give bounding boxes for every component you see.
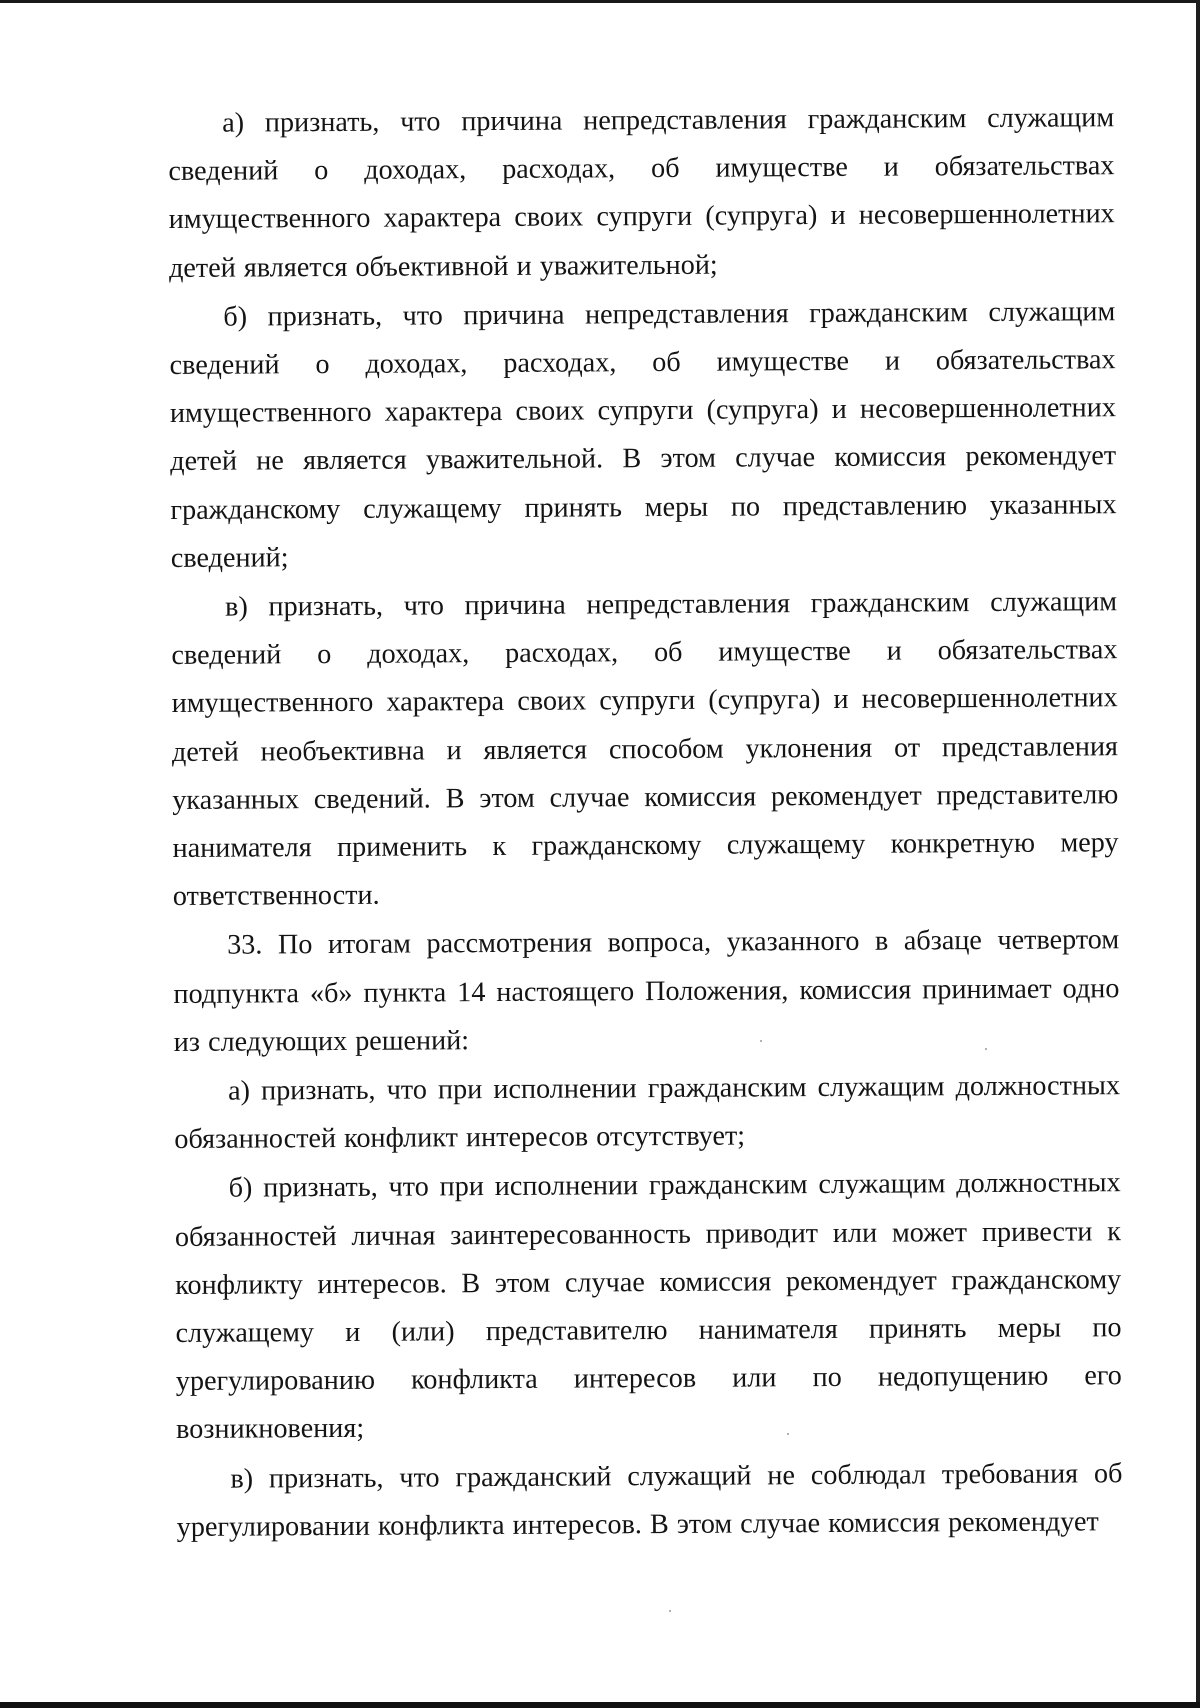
paragraph-v-evasion: в) признать, что причина непредставления гражданским служащим сведений о доходах, расходах, об имуществе и обязательствах имущественного характера своих супруги (супруга) и несовершеннолетних детей необъективна и является способом уклонения от представления указанных сведений. В этом случае комиссия рекомендует представителю нанимателя применить к гражданскому служащему конкретную меру ответственности. — [171, 586, 1119, 913]
paragraph-a-objective: а) признать, что причина непредставления гражданским служащим сведений о доходах, расходах, об имуществе и обязательствах имущественного характера своих супруги (супруга) и несовершеннолетних детей является объективной и уважительной; — [168, 102, 1115, 284]
scan-edge-right — [1196, 0, 1200, 1708]
paragraph-33-heading: 33. По итогам рассмотрения вопроса, указанного в абзаце четвертом подпункта «б» пункта 14 настоящего Положения, комиссия принимает одно из следующих решений: — [173, 924, 1120, 1058]
paragraph-b-conflict: б) признать, что при исполнении гражданским служащим должностных обязанностей личная заинтересованность приводит или может привести к конфликту интересов. В этом случае комиссия рекомендует гражданскому служащему и (или) представителю нанимателя принять меры по урегулированию конфликта интересов или по недопущению его возникновения; — [174, 1167, 1122, 1446]
paragraph-a-no-conflict: а) признать, что при исполнении гражданским служащим должностных обязанностей конфликт интересов отсутствует; — [174, 1070, 1121, 1156]
document-page — [168, 94, 1123, 1553]
scan-speck — [669, 1610, 671, 1612]
scan-edge-bottom — [0, 1702, 1200, 1708]
paragraph-b-not-valid: б) признать, что причина непредставления гражданским служащим сведений о доходах, расходах, об имуществе и обязательствах имущественного характера своих супруги (супруга) и несовершеннолетних детей не является уважительной. В этом случае комиссия рекомендует гражданскому служащему принять меры по представлению указанных сведений; — [169, 296, 1117, 574]
paragraph-v-violation: в) признать, что гражданский служащий не соблюдал требования об урегулировании конфликта интересов. В этом случае комиссия рекомендует — [176, 1457, 1123, 1543]
scan-edge-top — [0, 0, 1200, 3]
